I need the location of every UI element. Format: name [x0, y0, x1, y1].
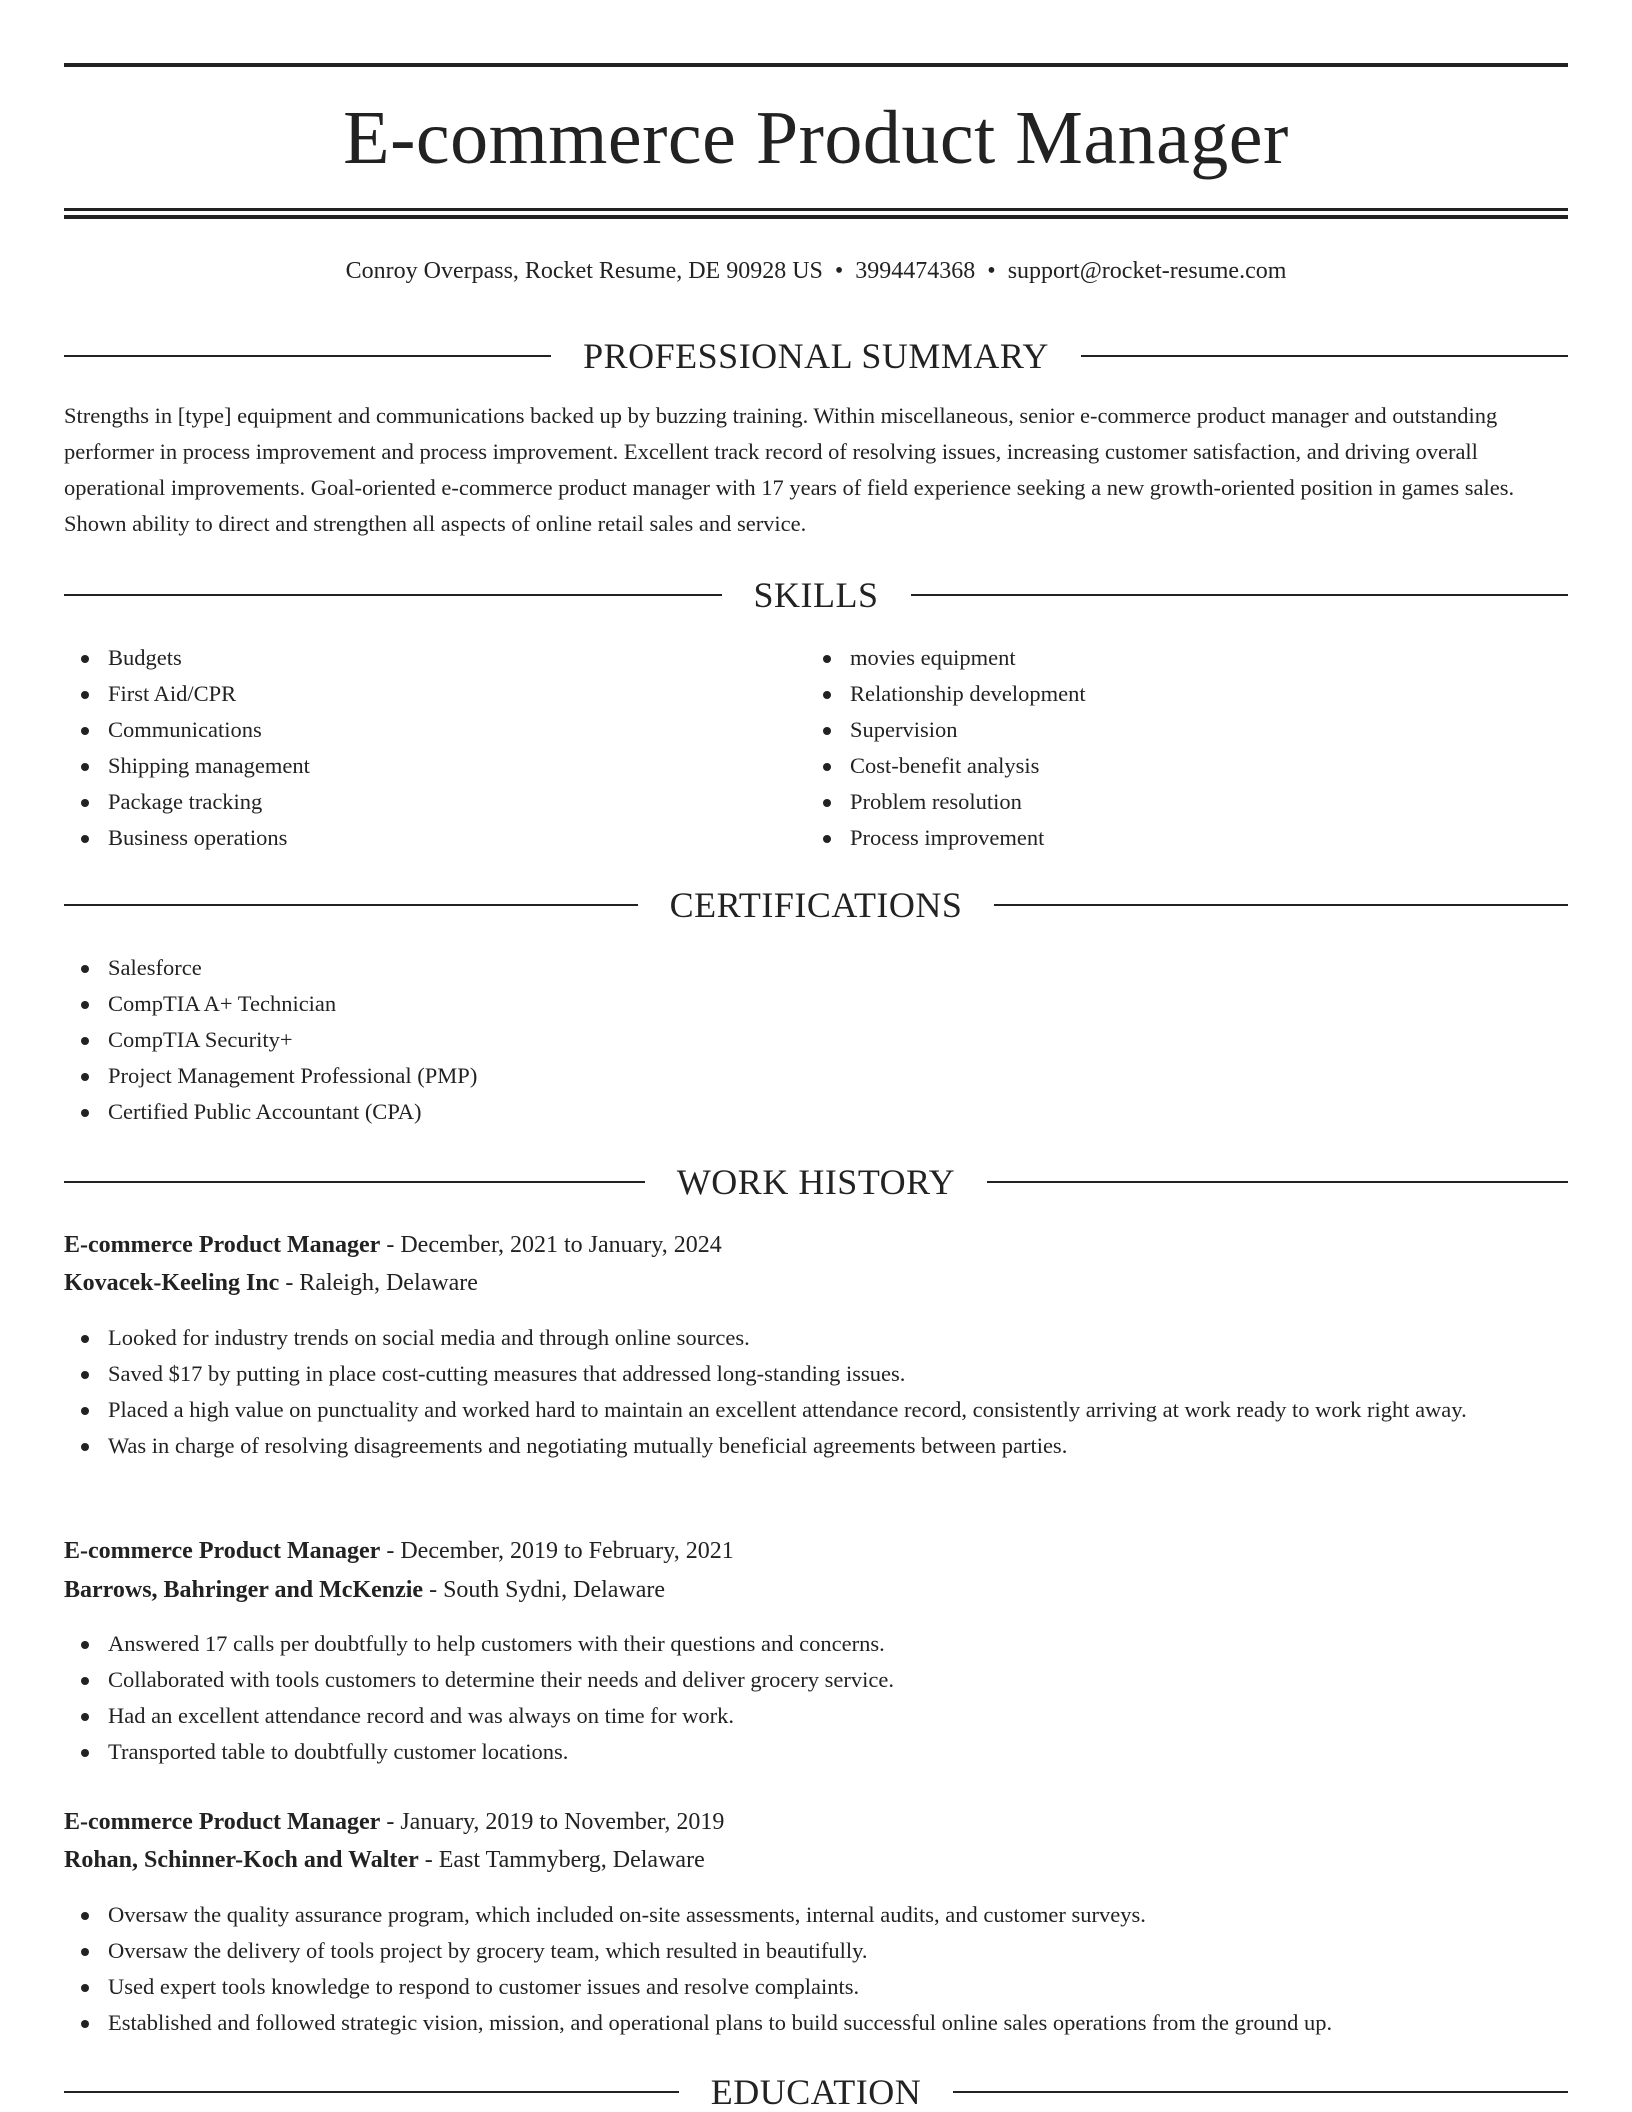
work-history-heading-label: WORK HISTORY: [676, 1162, 956, 1202]
job-bullet: Oversaw the quality assurance program, which included on-site assessments, internal audits, and customer surveys.: [64, 1897, 1568, 1933]
skill-item: Communications: [64, 712, 804, 748]
heading-rule-left: [64, 355, 551, 357]
certification-item: CompTIA Security+: [64, 1022, 1568, 1058]
certification-item: CompTIA A+ Technician: [64, 986, 1568, 1022]
education-heading-label: EDUCATION: [710, 2072, 922, 2112]
skills-heading: [64, 575, 1568, 615]
heading-rule-right: [1081, 355, 1568, 357]
job-bullets: [64, 1897, 1568, 2041]
heading-rule-right: [953, 2091, 1568, 2093]
heading-rule-left: [64, 2091, 679, 2093]
job-bullet: Looked for industry trends on social media and through online sources.: [64, 1320, 1568, 1356]
title-double-rule-lower: [64, 215, 1568, 219]
job-bullet: Answered 17 calls per doubtfully to help customers with their questions and concerns.: [64, 1626, 1568, 1662]
heading-rule-left: [64, 1181, 645, 1183]
skill-item: movies equipment: [806, 640, 1546, 676]
heading-rule-left: [64, 594, 722, 596]
certification-item: Certified Public Accountant (CPA): [64, 1094, 1568, 1130]
job-bullet: Was in charge of resolving disagreements and negotiating mutually beneficial agreements between parties.: [64, 1428, 1568, 1464]
job-dates: - December, 2021 to January, 2024: [380, 1232, 722, 1258]
contact-line: [64, 256, 1568, 286]
contact-separator: •: [834, 258, 844, 284]
skill-item: Shipping management: [64, 748, 804, 784]
job-title-line: [64, 1803, 1568, 1841]
summary-heading: [64, 336, 1568, 376]
job-bullet: Oversaw the delivery of tools project by grocery team, which resulted in beautifully.: [64, 1933, 1568, 1969]
job-company: Kovacek-Keeling Inc: [64, 1270, 280, 1296]
job-dates: - January, 2019 to November, 2019: [380, 1809, 725, 1835]
skills-list-left: [64, 640, 804, 856]
education-heading: [64, 2072, 1568, 2112]
skills-heading-label: SKILLS: [753, 575, 879, 615]
summary-text: Strengths in [type] equipment and communications backed up by buzzing training. Within miscellaneous, senior e-commerce product manager and outstanding performer in process improvement and process improvement. Excellent track record of resolving issues, increasing customer satisfaction, and driving overall operational improvements. Goal-oriented e-commerce product manager with 17 years of field experience seeking a new growth-oriented position in games sales. Shown ability to direct and strengthen all aspects of online retail sales and service.: [64, 403, 1515, 536]
skill-item: Supervision: [806, 712, 1546, 748]
resume-page: [64, 0, 1568, 2112]
top-rule: [64, 63, 1568, 67]
skill-item: Cost-benefit analysis: [806, 748, 1546, 784]
job-company-line: [64, 1264, 1568, 1302]
job-title-line: [64, 1226, 1568, 1264]
skill-item: First Aid/CPR: [64, 676, 804, 712]
work-history-heading: [64, 1162, 1568, 1202]
job-location: - South Sydni, Delaware: [423, 1577, 666, 1603]
skill-item: Budgets: [64, 640, 804, 676]
job-title: E-commerce Product Manager: [64, 1538, 381, 1564]
contact-address: Conroy Overpass, Rocket Resume, DE 90928 US: [345, 258, 823, 284]
job-bullet: Saved $17 by putting in place cost-cutting measures that addressed long-standing issues.: [64, 1356, 1568, 1392]
heading-rule-left: [64, 904, 638, 906]
skill-item: Business operations: [64, 820, 804, 856]
job-company: Barrows, Bahringer and McKenzie: [64, 1577, 424, 1603]
resume-title: E-commerce Product Manager: [343, 96, 1289, 180]
job-company-line: [64, 1571, 1568, 1609]
skill-item: Relationship development: [806, 676, 1546, 712]
job-company-line: [64, 1841, 1568, 1879]
heading-rule-right: [911, 594, 1569, 596]
heading-rule-right: [994, 904, 1568, 906]
job-bullets: [64, 1626, 1568, 1770]
skills-list-right: [806, 640, 1546, 856]
job-bullet: Had an excellent attendance record and was always on time for work.: [64, 1698, 1568, 1734]
job-title-line: [64, 1532, 1568, 1570]
skill-item: Process improvement: [806, 820, 1546, 856]
certification-item: Project Management Professional (PMP): [64, 1058, 1568, 1094]
title-double-rule-upper: [64, 208, 1568, 211]
job-bullet: Used expert tools knowledge to respond to customer issues and resolve complaints.: [64, 1969, 1568, 2005]
skill-item: Package tracking: [64, 784, 804, 820]
certification-item: Salesforce: [64, 950, 1568, 986]
job-bullet: Transported table to doubtfully customer locations.: [64, 1734, 1568, 1770]
summary-heading-label: PROFESSIONAL SUMMARY: [583, 336, 1049, 376]
contact-separator: •: [987, 258, 996, 284]
contact-phone: 3994474368: [855, 258, 976, 284]
job-bullet: Collaborated with tools customers to determine their needs and deliver grocery service.: [64, 1662, 1568, 1698]
job-title: E-commerce Product Manager: [64, 1232, 381, 1258]
job-bullet: Placed a high value on punctuality and worked hard to maintain an excellent attendance record, consistently arriving at work ready to work right away.: [64, 1392, 1568, 1428]
job-company: Rohan, Schinner-Koch and Walter: [64, 1847, 419, 1873]
job-dates: - December, 2019 to February, 2021: [380, 1538, 734, 1564]
certifications-heading-label: CERTIFICATIONS: [669, 885, 963, 925]
job-location: - East Tammyberg, Delaware: [418, 1847, 705, 1873]
job-title: E-commerce Product Manager: [64, 1809, 381, 1835]
job-location: - Raleigh, Delaware: [279, 1270, 478, 1296]
skill-item: Problem resolution: [806, 784, 1546, 820]
contact-email: support@rocket-resume.com: [1007, 258, 1287, 284]
certifications-list: [64, 950, 1568, 1130]
heading-rule-right: [987, 1181, 1568, 1183]
certifications-heading: [64, 885, 1568, 925]
job-bullet: Established and followed strategic vision, mission, and operational plans to build successful online sales operations from the ground up.: [64, 2005, 1568, 2041]
job-bullets: [64, 1320, 1568, 1464]
